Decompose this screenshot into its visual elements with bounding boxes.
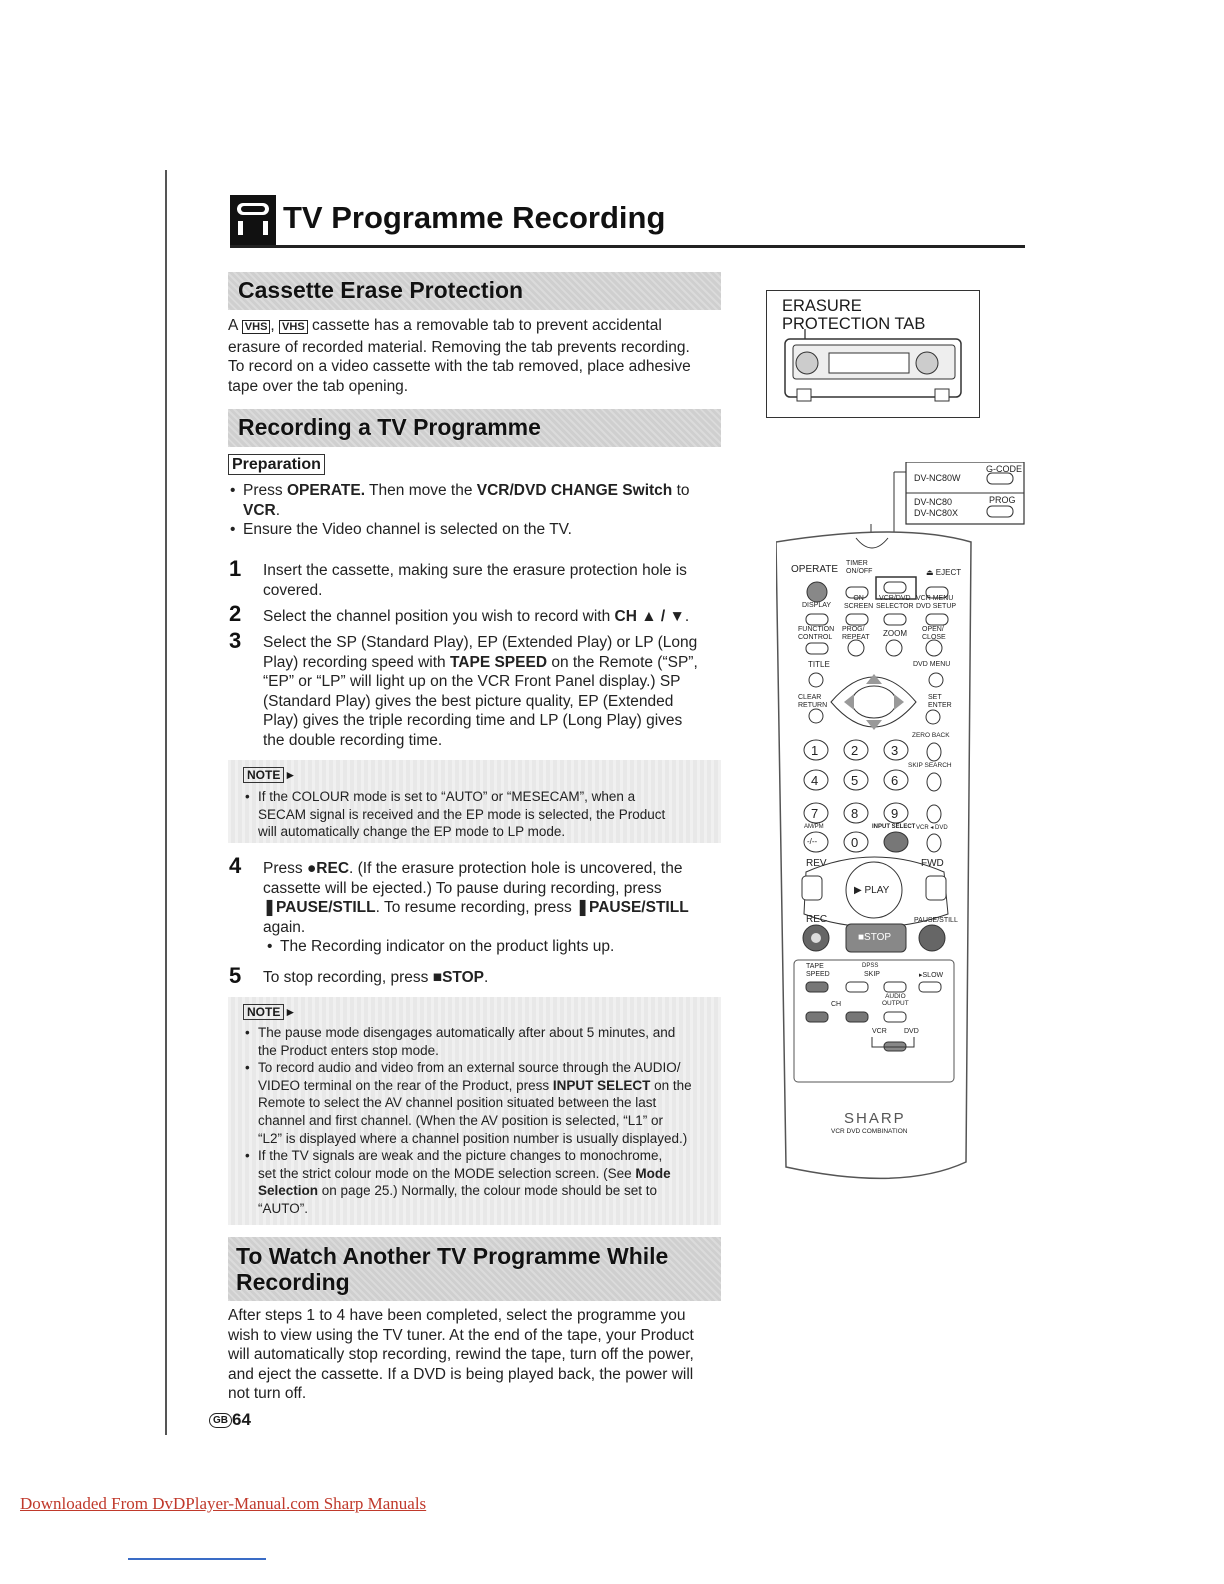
set-enter-button[interactable]: SET ENTER <box>928 694 952 709</box>
pause-still-button[interactable]: PAUSE/STILL <box>914 917 958 924</box>
text: erasure of recorded material. Removing the tab prevents recording. <box>228 338 690 356</box>
dpss-label: DPSS <box>862 963 879 969</box>
key-4-button[interactable]: 4 <box>811 773 819 788</box>
rec-button[interactable]: REC <box>806 914 828 925</box>
skip-button[interactable]: SKIP <box>864 971 880 978</box>
zoom-button[interactable]: ZOOM <box>883 629 907 638</box>
tape-speed-button[interactable]: TAPE SPEED <box>806 963 830 978</box>
section-heading-recording: Recording a TV Programme <box>238 414 541 440</box>
region-badge: GB <box>209 1413 232 1428</box>
note-label: NOTE ► <box>243 766 296 784</box>
function-control-button[interactable]: FUNCTION CONTROL <box>798 626 835 641</box>
preparation-label <box>228 456 325 474</box>
key-7-button[interactable]: 7 <box>811 806 819 821</box>
prog-repeat-button[interactable]: PROG/ REPEAT <box>842 626 870 641</box>
vcr-dvd-button[interactable]: VCR ◂ DVD <box>916 825 948 831</box>
note-2-text <box>243 1024 713 1218</box>
input-select-button[interactable]: INPUT SELECT <box>872 824 916 830</box>
erase-paragraph <box>228 316 728 396</box>
figure-label: PROTECTION TAB <box>782 315 926 333</box>
audio-output-button[interactable]: AUDIO OUTPUT <box>882 993 909 1007</box>
vhs-logo: VHS <box>279 320 308 334</box>
rev-button[interactable]: REV <box>806 858 827 869</box>
key-dash-button[interactable]: -/-- <box>807 837 818 846</box>
page-title: TV Programme Recording <box>283 200 666 235</box>
clear-return-button[interactable]: CLEAR RETURN <box>798 694 828 709</box>
step-number: 1 <box>229 556 242 581</box>
text: Preparation <box>228 454 325 475</box>
skip-search-button[interactable]: SKIP SEARCH <box>908 762 952 769</box>
page-number: GB 64 <box>209 1410 251 1430</box>
step-number: 3 <box>229 628 242 653</box>
text: A <box>228 317 238 334</box>
text: To record on a video cassette with the tab removed, place adhesive <box>228 358 691 375</box>
vcr-cassette-icon <box>230 195 276 245</box>
step-number: 4 <box>229 853 242 878</box>
page-spine-line <box>165 170 167 1435</box>
list-item: • If the COLOUR mode is set to “AUTO” or “MESECAM”, when a SECAM signal is received and the EP mode is selected, the Product will automatically change the EP mode to LP mode. <box>243 788 713 841</box>
dvd-menu-button[interactable]: DVD MENU <box>913 661 951 668</box>
list-item: • The Recording indicator on the product lights up. <box>265 937 723 957</box>
key-3-button[interactable]: 3 <box>891 743 899 758</box>
step-3-text: Select the SP (Standard Play), EP (Extended Play) or LP (Long Play) recording speed with TAPE SPEED on the Remote (“SP”, “EP” or “LP” will light up on the VCR Front Panel display.) SP (Standard Play) gives the best picture quality, EP (Extended Play) gives the triple recording time and LP (Long Play) gives the double recording time. <box>263 634 698 749</box>
step-5-text: To stop recording, press ■STOP. <box>263 969 489 986</box>
vhs-logo: VHS <box>242 320 271 334</box>
callout-model: DV-NC80 <box>914 497 953 507</box>
vcr-dvd-selector-button[interactable]: VCR/DVD SELECTOR <box>876 595 914 610</box>
title-button[interactable]: TITLE <box>808 660 830 669</box>
figure-label: ERASURE <box>782 297 862 315</box>
callout-model: DV-NC80W <box>914 473 961 483</box>
step-number: 5 <box>229 963 242 988</box>
step-4-text: Press ●REC. (If the erasure protection hole is uncovered, the cassette will be ejected.) To pause during recording, press ❚PAUSE/STILL. To resume recording, press ❚PAUSE/STILL again. • The Recording indicator on the product lights up. <box>263 859 723 957</box>
model-name: VCR DVD COMBINATION <box>831 1128 908 1135</box>
callout-prog: PROG <box>989 495 1016 505</box>
list-item: • Press OPERATE. Then move the VCR/DVD CHANGE Switch to VCR. <box>228 481 728 520</box>
list-item: • If the TV signals are weak and the picture changes to monochrome, set the strict colour mode on the MODE selection screen. (See Mode Selection on page 25.) Normally, the colour mode should be set to “AUTO”. <box>243 1147 713 1217</box>
key-1-button[interactable]: 1 <box>811 743 819 758</box>
fwd-button[interactable]: FWD <box>921 858 944 869</box>
text: cassette has a removable tab to prevent accidental <box>311 317 662 334</box>
footer-rule <box>128 1558 266 1560</box>
vcr-switch-label: VCR <box>872 1028 887 1035</box>
brand-logo: SHARP <box>844 1110 906 1127</box>
key-6-button[interactable]: 6 <box>891 773 899 788</box>
watch-paragraph: After steps 1 to 4 have been completed, select the programme you wish to view using the TV tuner. At the end of the tape, your Product will automatically stop recording, rewind the tape, turn off the power, and eject the cassette. If a DVD is being played back, the power will not turn off. <box>228 1307 694 1402</box>
stop-button[interactable]: ■STOP <box>858 932 892 943</box>
eject-button[interactable]: ⏏ EJECT <box>926 568 962 577</box>
section-heading-erase: Cassette Erase Protection <box>238 277 524 303</box>
key-0-button[interactable]: 0 <box>851 835 859 850</box>
preparation-list <box>228 481 728 540</box>
play-button[interactable]: ▶ PLAY <box>854 885 890 896</box>
note-1-text <box>243 788 713 841</box>
key-2-button[interactable]: 2 <box>851 743 859 758</box>
key-8-button[interactable]: 8 <box>851 806 859 821</box>
note-label: NOTE ► <box>243 1003 296 1021</box>
on-screen-button[interactable]: ON SCREEN <box>844 595 874 610</box>
step-number: 2 <box>229 601 242 626</box>
text: tape over the tab opening. <box>228 377 409 395</box>
vcr-menu-button[interactable]: VCR MENU DVD SETUP <box>916 595 957 610</box>
list-item: • Ensure the Video channel is selected on the TV. <box>228 520 728 540</box>
callout-gcode: G-CODE <box>986 464 1022 474</box>
step-2-text: Select the channel position you wish to record with CH ▲ / ▼. <box>263 608 690 625</box>
timer-button[interactable]: TIMER ON/OFF <box>846 560 873 575</box>
zero-back-button[interactable]: ZERO BACK <box>912 732 950 739</box>
operate-button[interactable]: OPERATE <box>791 564 839 575</box>
dvd-switch-label: DVD <box>904 1028 919 1035</box>
list-item: • To record audio and video from an external source through the AUDIO/ VIDEO terminal on the rear of the Product, press INPUT SELECT on the Remote to select the AV channel position situated between the last channel and first channel. (When the AV position is selected, “L1” or “L2” is displayed where a channel position number is usually displayed.) <box>243 1059 713 1147</box>
display-button[interactable]: DISPLAY <box>802 602 832 609</box>
vhs-cassette-illustration <box>767 291 979 417</box>
footer-download-link[interactable]: Downloaded From DvDPlayer-Manual.com Sharp Manuals <box>20 1494 427 1513</box>
step-1-text: Insert the cassette, making sure the erasure protection hole is covered. <box>263 562 687 599</box>
slow-button[interactable]: ▸SLOW <box>919 972 944 979</box>
key-9-button[interactable]: 9 <box>891 806 899 821</box>
ch-button[interactable]: CH <box>831 1001 842 1008</box>
section-heading-watch: To Watch Another TV Programme While Recording <box>236 1243 669 1295</box>
text: , <box>270 317 275 334</box>
open-close-button[interactable]: OPEN/ CLOSE <box>922 626 946 641</box>
key-5-button[interactable]: 5 <box>851 773 859 788</box>
cassette-figure <box>766 290 980 418</box>
list-item: • The pause mode disengages automatically after about 5 minutes, and the Product enters stop mode. <box>243 1024 713 1059</box>
callout-model: DV-NC80X <box>914 508 959 518</box>
remote-figure <box>776 462 1026 1194</box>
am-pm-label: AM/PM <box>804 824 824 830</box>
